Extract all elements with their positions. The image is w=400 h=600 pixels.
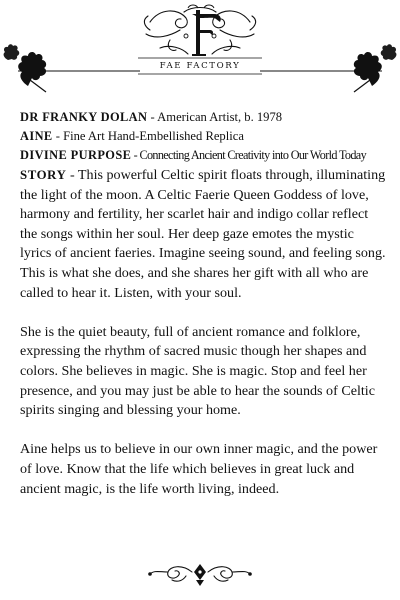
credit-purpose-value: - Connecting Ancient Creativity into Our World Today: [131, 148, 367, 162]
story-paragraph: She is the quiet beauty, full of ancient romance and folklore, expressing the rhythm of sacred music though her shapes and colors. She believes in magic. She is magic. Stop and feel her presence, and you may just be able to hear the sounds of Celtic spirits singing and blessing your home.: [20, 323, 375, 419]
credits: [20, 108, 384, 165]
credit-title: [20, 127, 384, 146]
left-leaf-icon: [4, 44, 47, 92]
brand-name: FAE FACTORY: [159, 61, 241, 71]
header: [0, 0, 400, 100]
story-label: STORY: [20, 168, 67, 182]
story-paragraph-1-text: - This powerful Celtic spirit floats through, illuminating the light of the moon. A Celtic Faerie Queen Goddess of love, harmony and fertility, her scarlet hair and indigo collar reflect the songs within her soul. Her deep gaze emotes the mystic lyrics of ancient faeries. Imagine seeing sound, and feeling song. This is what she does, and she shares her gift with all who are called to hear it. Listen, with your soul.: [20, 167, 386, 301]
credit-purpose-key: DIVINE PURPOSE: [20, 148, 132, 162]
credit-artist: [20, 108, 384, 127]
credit-artist-value: - American Artist, b. 1978: [147, 110, 283, 124]
credit-title-key: AINE: [20, 129, 53, 143]
credit-title-value: - Fine Art Hand-Embellished Replica: [52, 129, 244, 143]
credit-purpose: [20, 146, 384, 165]
story: [20, 166, 386, 519]
footer-flourish-icon: [0, 560, 400, 600]
right-leaf-icon: [354, 44, 397, 92]
credit-artist-key: DR FRANKY DOLAN: [20, 110, 148, 124]
footer: [0, 560, 400, 600]
story-paragraph: Aine helps us to believe in our own inner magic, and the power of love. Know that the life which believes in great luck and ancient magic, is the life worth living, indeed.: [20, 441, 378, 497]
story-paragraph: [20, 166, 386, 303]
header-flourish-icon: [0, 0, 400, 100]
